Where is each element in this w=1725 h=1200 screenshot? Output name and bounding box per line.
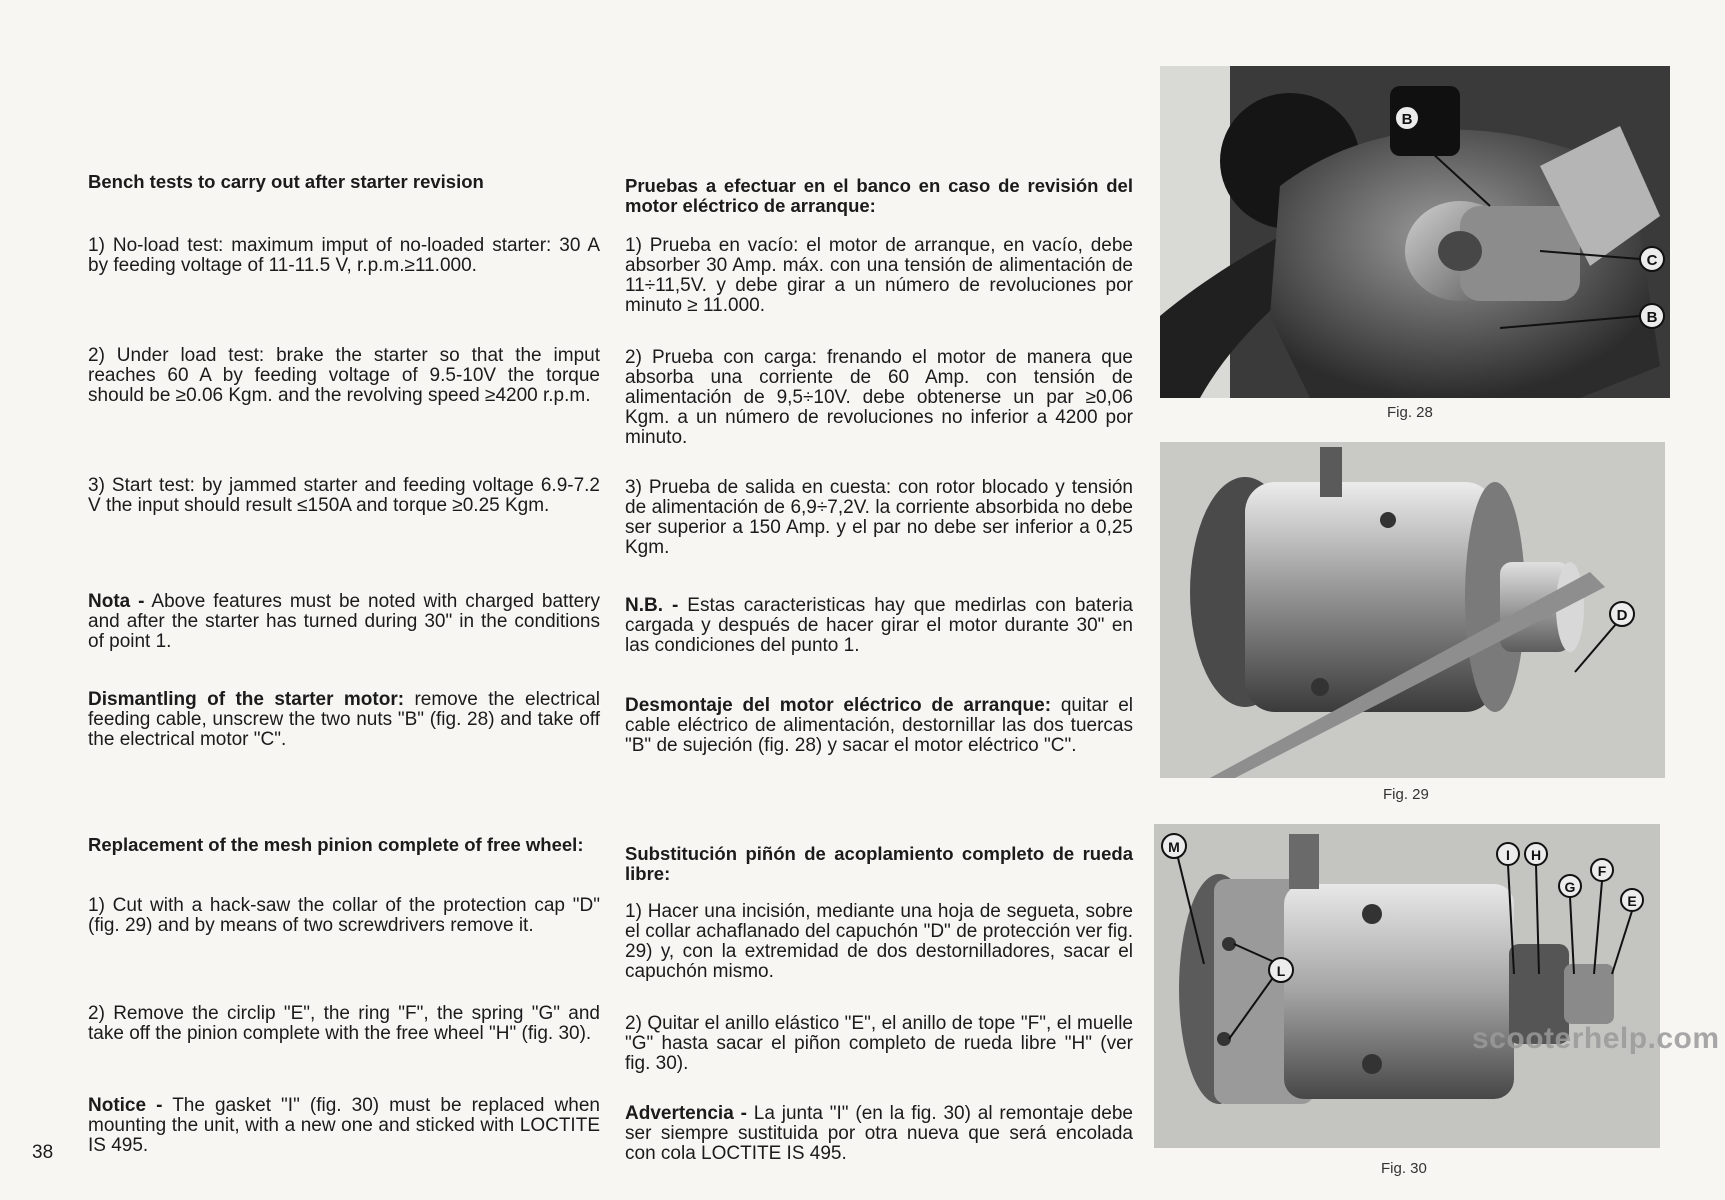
notice-lead-es: Advertencia - (625, 1103, 747, 1124)
fig30-callout-e (1621, 889, 1643, 911)
start-test-es: 3) Prueba de salida en cuesta: con rotor blocado y tensión de alimentación de 6,9÷7,2V. la corriente absorbida no debe ser superior a 150 Amp. y el par no debe ser inferior a 0,25 Kgm. (625, 477, 1133, 558)
dismantling-lead-es: Desmontaje del motor eléctrico de arranque: (625, 695, 1052, 716)
svg-text:B: B (1401, 111, 1413, 128)
dismantling-en (88, 690, 600, 750)
svg-text:H: H (1530, 847, 1542, 863)
svg-text:I: I (1506, 847, 1510, 863)
fig30-caption: Fig. 30 (1381, 1160, 1427, 1177)
fig30-callout-i (1497, 843, 1519, 865)
svg-text:L: L (1276, 963, 1286, 979)
fig30-callout-f (1591, 859, 1613, 881)
fig29-callout-d (1610, 602, 1634, 626)
fig30-callout-m (1162, 834, 1186, 858)
fig28-engine-illustration (1160, 66, 1670, 398)
svg-text:F: F (1597, 863, 1607, 879)
fig30-callout-g (1559, 875, 1581, 897)
fig28-callout-b-top (1395, 106, 1419, 130)
bench-tests-title-en: Bench tests to carry out after starter revision (88, 171, 484, 192)
svg-text:G: G (1564, 879, 1576, 895)
fig28-caption: Fig. 28 (1387, 404, 1433, 421)
fig30-photo (1154, 824, 1660, 1148)
fig30-starter-pinion-illustration (1154, 824, 1660, 1148)
fig28-callout-b-bottom (1640, 304, 1664, 328)
no-load-test-es: 1) Prueba en vacío: el motor de arranque, en vacío, debe absorber 30 Amp. máx. con una tensión de alimentación de 11÷11,5V. y debe girar a un número de revoluciones por minuto ≥ 11.000. (625, 235, 1133, 316)
svg-text:D: D (1616, 607, 1628, 624)
note-en (88, 592, 600, 652)
fig30-callout-l (1269, 958, 1293, 982)
notice-lead-en: Notice - (88, 1095, 163, 1116)
dismantling-es (625, 696, 1133, 756)
scooterhelp-watermark: scooterhelp.com (1472, 1022, 1720, 1055)
svg-text:M: M (1168, 839, 1180, 855)
fig29-starter-illustration (1160, 442, 1665, 778)
under-load-test-es: 2) Prueba con carga: frenando el motor de manera que absorba una corriente de 60 Amp. con tensión de alimentación de 9,5÷10V. debe obtenerse un par ≥0,06 Kgm. a un número de revoluciones no inferior a 4200 por minuto. (625, 347, 1133, 448)
step2-es: 2) Quitar el anillo elástico "E", el anillo de tope "F", el muelle "G" hasta sacar el piñon completo de rueda libre "H" (ver fig. 30). (625, 1013, 1133, 1074)
replacement-title-es: Substitución piñón de acoplamiento completo de rueda libre: (625, 843, 1133, 884)
svg-text:E: E (1627, 893, 1637, 909)
note-text-es: Estas caracteristicas hay que medirlas con bateria cargada y después de hacer girar el motor durante 30" en las condiciones del punto 1. (625, 595, 1133, 656)
page-number: 38 (32, 1142, 54, 1163)
notice-text-es: La junta "I" (en la fig. 30) al remontaje debe ser siempre sustituida por otra nueva que será encolada con cola LOCTITE IS 495. (625, 1103, 1133, 1164)
fig28-callout-c (1640, 247, 1664, 271)
fig29-photo (1160, 442, 1665, 778)
note-text-en: Above features must be noted with charged battery and after the starter has turned during 30" in the conditions of point 1. (88, 591, 601, 652)
bench-tests-title-es: Pruebas a efectuar en el banco en caso de revisión del motor eléctrico de arranque: (625, 175, 1133, 216)
note-lead-es: N.B. - (625, 595, 679, 616)
under-load-test-en: 2) Under load test: brake the starter so that the imput reaches 60 A by feeding voltage of 9.5-10V the torque should be ≥0.06 Kgm. and the revolving speed ≥4200 r.p.m. (88, 345, 600, 406)
dismantling-lead-en: Dismantling of the starter motor: (88, 689, 405, 710)
dismantling-text-en: remove the electrical feeding cable, unscrew the two nuts "B" (fig. 28) and take off the electrical motor "C". (88, 689, 600, 750)
step1-es: 1) Hacer una incisión, mediante una hoja de segueta, sobre el collar achaflanado del capuchón "D" de protección ver fig. 29) y, con la extremidad de dos destornilladores, sacar el capuchón mismo. (625, 901, 1133, 982)
svg-text:C: C (1646, 252, 1658, 269)
fig28-photo (1160, 66, 1670, 398)
step2-en: 2) Remove the circlip "E", the ring "F", the spring "G" and take off the pinion complete with the free wheel "H" (fig. 30). (88, 1003, 600, 1044)
note-lead-en: Nota - (88, 591, 145, 612)
replacement-title-en: Replacement of the mesh pinion complete of free wheel: (88, 834, 584, 855)
step1-en: 1) Cut with a hack-saw the collar of the protection cap "D" (fig. 29) and by means of two screwdrivers remove it. (88, 895, 600, 936)
no-load-test-en: 1) No-load test: maximum imput of no-loaded starter: 30 A by feeding voltage of 11-11.5 V, r.p.m.≥11.000. (88, 235, 600, 276)
svg-text:B: B (1646, 309, 1658, 326)
fig30-callout-h (1525, 843, 1547, 865)
notice-text-en: The gasket "I" (fig. 30) must be replaced when mounting the unit, with a new one and sticked with LOCTITE IS 495. (88, 1095, 600, 1156)
fig29-caption: Fig. 29 (1383, 786, 1429, 803)
note-es (625, 596, 1133, 656)
notice-es (625, 1104, 1133, 1164)
start-test-en: 3) Start test: by jammed starter and feeding voltage 6.9-7.2 V the input should result ≤150A and torque ≥0.25 Kgm. (88, 475, 600, 516)
dismantling-text-es: quitar el cable eléctrico de alimentación, destornillar las dos tuercas "B" de sujeción (fig. 28) y sacar el motor eléctrico "C". (625, 695, 1134, 756)
notice-en (88, 1096, 600, 1156)
